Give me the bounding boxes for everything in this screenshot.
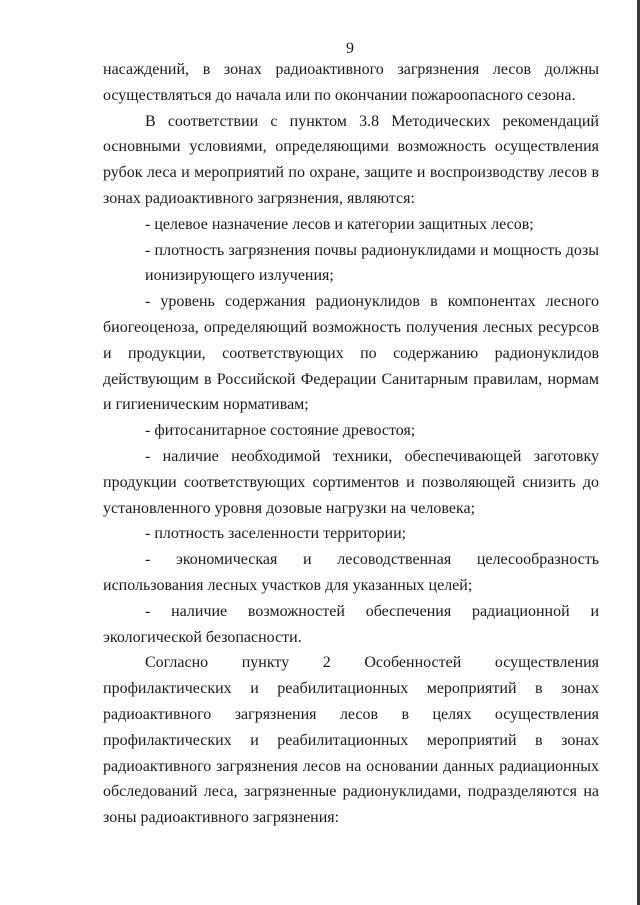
list-item-safety: - наличие возможностей обеспечения радиационной и экологической безопасности. xyxy=(103,602,599,646)
document-body xyxy=(103,57,599,831)
paragraph-zones-intro: Согласно пункту 2 Особенностей осуществления профилактических и реабилитационных мероприятий в зонах радиоактивного загрязнения лесов в целях осуществления профилактических и реабилитационных мероприятий в зонах радиоактивного загрязнения лесов на основании данных радиационных обследований леса, загрязненные радионуклидами, подразделяются на зоны радиоактивного загрязнения: xyxy=(103,654,599,827)
list-item-phytosanitary: - фитосанитарное состояние древостоя; xyxy=(145,422,416,440)
list-item-contamination-density: - плотность загрязнения почвы радионуклидами и мощность дозы ионизирующего излучения; xyxy=(145,241,599,285)
list-item-equipment: - наличие необходимой техники, обеспечивающей заготовку продукции соответствующих сортиментов и позволяющей снизить до установленного уровня дозовые нагрузки на человека; xyxy=(103,447,599,517)
paragraph-continuation: насаждений, в зонах радиоактивного загрязнения лесов должны осуществляться до начала или по окончании пожароопасного сезона. xyxy=(103,61,599,104)
list-item-purpose: - целевое назначение лесов и категории защитных лесов; xyxy=(145,215,534,233)
paragraph-conditions-intro: В соответствии с пунктом 3.8 Методических рекомендаций основными условиями, определяющими возможность осуществления рубок леса и мероприятий по охране, защите и воспроизводству лесов в зонах радиоактивного загрязнения, являются: xyxy=(103,112,599,207)
list-item-economic: - экономическая и лесоводственная целесообразность использования лесных участков для указанных целей; xyxy=(103,551,599,594)
list-item-radionuclide-level: - уровень содержания радионуклидов в компонентах лесного биогеоценоза, определяющий возможность получения лесных ресурсов и продукции, соответствующих по содержанию радионуклидов действующим в Российской Федерации Санитарным правилам, нормам и гигиеническим нормативам; xyxy=(103,293,599,414)
page-number: 9 xyxy=(346,40,354,57)
list-item-population-density: - плотность заселенности территории; xyxy=(145,525,407,543)
